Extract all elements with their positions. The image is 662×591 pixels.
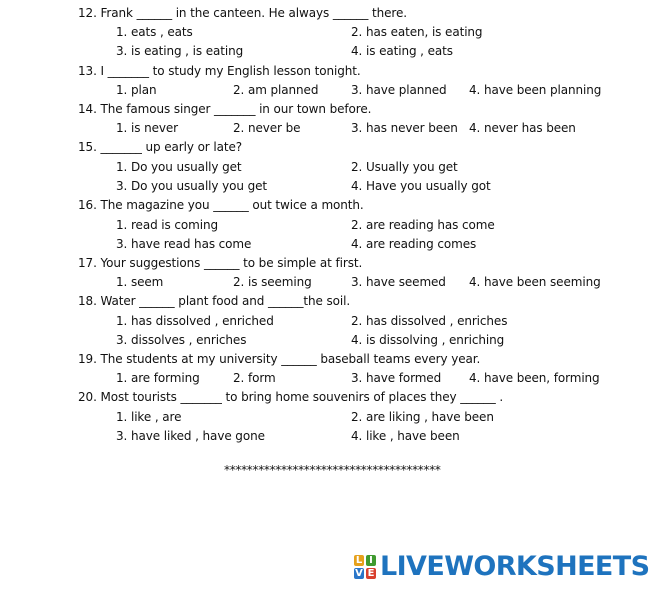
question-20-option-4[interactable]: 4. like , have been <box>351 429 460 443</box>
question-12-option-1[interactable]: 1. eats , eats <box>116 25 193 39</box>
question-14-option-2[interactable]: 2. never be <box>233 121 301 135</box>
question-17-option-2[interactable]: 2. is seeming <box>233 275 312 289</box>
question-13-option-4[interactable]: 4. have been planning <box>469 83 602 97</box>
logo-letter-v: V <box>355 568 363 579</box>
question-19-option-1[interactable]: 1. are forming <box>116 371 200 385</box>
question-15-option-2[interactable]: 2. Usually you get <box>351 160 458 174</box>
question-15-option-4[interactable]: 4. Have you usually got <box>351 179 491 193</box>
question-12-stem: 12. Frank ______ in the canteen. He always ______ there. <box>78 6 407 20</box>
question-15-option-1[interactable]: 1. Do you usually get <box>116 160 242 174</box>
question-15-stem: 15. _______ up early or late? <box>78 140 243 154</box>
question-14-stem: 14. The famous singer _______ in our town before. <box>78 102 372 116</box>
asterisk-divider: ************************************** <box>224 463 441 477</box>
question-14-option-4[interactable]: 4. never has been <box>469 121 576 135</box>
question-14-option-3[interactable]: 3. has never been <box>351 121 458 135</box>
question-20-stem: 20. Most tourists _______ to bring home souvenirs of places they ______ . <box>78 390 504 404</box>
question-17-option-3[interactable]: 3. have seemed <box>351 275 446 289</box>
question-20-option-2[interactable]: 2. are liking , have been <box>351 410 494 424</box>
logo-letter-e: E <box>367 568 375 579</box>
question-13-stem: 13. I _______ to study my English lesson tonight. <box>78 64 361 78</box>
question-13-option-2[interactable]: 2. am planned <box>233 83 319 97</box>
question-16-option-3[interactable]: 3. have read has come <box>116 237 252 251</box>
logo-letter-l: L <box>355 555 363 566</box>
question-19-stem: 19. The students at my university ______ baseball teams every year. <box>78 352 481 366</box>
question-14-option-1[interactable]: 1. is never <box>116 121 178 135</box>
liveworksheets-logo-icon <box>354 555 376 579</box>
question-17-option-4[interactable]: 4. have been seeming <box>469 275 601 289</box>
question-16-option-1[interactable]: 1. read is coming <box>116 218 218 232</box>
question-17-stem: 17. Your suggestions ______ to be simple at first. <box>78 256 363 270</box>
logo-letter-i: I <box>366 555 376 566</box>
question-18-option-2[interactable]: 2. has dissolved , enriches <box>351 314 508 328</box>
liveworksheets-logo-text: LIVEWORKSHEETS <box>380 551 650 582</box>
question-13-option-1[interactable]: 1. plan <box>116 83 157 97</box>
question-16-option-2[interactable]: 2. are reading has come <box>351 218 495 232</box>
question-16-stem: 16. The magazine you ______ out twice a month. <box>78 198 364 212</box>
question-12-option-3[interactable]: 3. is eating , is eating <box>116 44 244 58</box>
question-12-option-2[interactable]: 2. has eaten, is eating <box>351 25 483 39</box>
question-18-stem: 18. Water ______ plant food and ______the soil. <box>78 294 351 308</box>
liveworksheets-logo <box>354 552 649 582</box>
question-18-option-1[interactable]: 1. has dissolved , enriched <box>116 314 274 328</box>
question-18-option-4[interactable]: 4. is dissolving , enriching <box>351 333 505 347</box>
question-19-option-4[interactable]: 4. have been, forming <box>469 371 600 385</box>
question-20-option-1[interactable]: 1. like , are <box>116 410 182 424</box>
question-18-option-3[interactable]: 3. dissolves , enriches <box>116 333 247 347</box>
question-16-option-4[interactable]: 4. are reading comes <box>351 237 477 251</box>
question-19-option-3[interactable]: 3. have formed <box>351 371 442 385</box>
question-19-option-2[interactable]: 2. form <box>233 371 276 385</box>
question-20-option-3[interactable]: 3. have liked , have gone <box>116 429 265 443</box>
question-15-option-3[interactable]: 3. Do you usually you get <box>116 179 267 193</box>
question-17-option-1[interactable]: 1. seem <box>116 275 164 289</box>
question-12-option-4[interactable]: 4. is eating , eats <box>351 44 453 58</box>
question-13-option-3[interactable]: 3. have planned <box>351 83 447 97</box>
